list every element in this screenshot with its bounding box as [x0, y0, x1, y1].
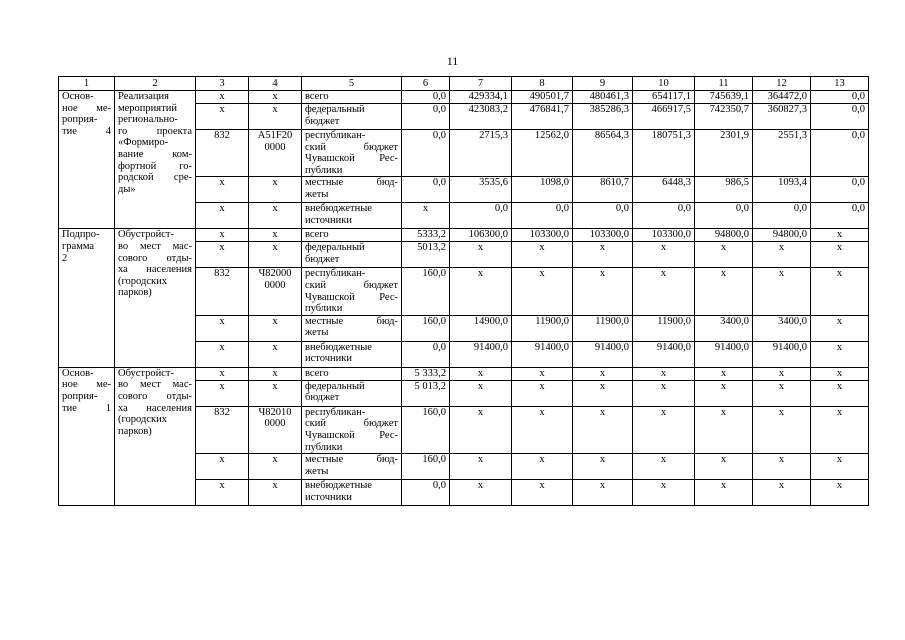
- value-cell-col6: 160,0: [402, 454, 450, 480]
- value-cell-col8: х: [512, 242, 573, 268]
- value-cell-col11: 745639,1: [695, 91, 753, 104]
- target-article-code-cell: х: [249, 380, 302, 406]
- value-cell-col10: 11900,0: [633, 315, 695, 341]
- value-cell-col12: 360827,3: [753, 104, 811, 130]
- value-cell-col7: 0,0: [450, 203, 512, 229]
- funding-source-cell: федеральный бюджет: [302, 242, 402, 268]
- grbs-code-cell: 832: [196, 130, 249, 177]
- grbs-code-cell: х: [196, 177, 249, 203]
- value-cell-col9: х: [573, 454, 633, 480]
- value-cell-col12: х: [753, 380, 811, 406]
- value-cell-col9: х: [573, 380, 633, 406]
- value-cell-col6: 0,0: [402, 177, 450, 203]
- value-cell-col7: 91400,0: [450, 341, 512, 367]
- value-cell-col12: х: [753, 454, 811, 480]
- value-cell-col12: 94800,0: [753, 229, 811, 242]
- value-cell-col6: 0,0: [402, 480, 450, 506]
- value-cell-col11: 742350,7: [695, 104, 753, 130]
- value-cell-col6: 5013,2: [402, 242, 450, 268]
- funding-source-cell: внебюджетные источники: [302, 203, 402, 229]
- value-cell-col8: 1098,0: [512, 177, 573, 203]
- column-header-9: 9: [573, 77, 633, 91]
- target-article-code-cell: х: [249, 91, 302, 104]
- value-cell-col7: 106300,0: [450, 229, 512, 242]
- funding-source-cell: внебюджетные источники: [302, 341, 402, 367]
- target-article-code-cell: х: [249, 229, 302, 242]
- value-cell-col10: 91400,0: [633, 341, 695, 367]
- value-cell-col12: х: [753, 406, 811, 453]
- value-cell-col12: х: [753, 268, 811, 315]
- value-cell-col7: х: [450, 380, 512, 406]
- value-cell-col12: 0,0: [753, 203, 811, 229]
- value-cell-col9: 11900,0: [573, 315, 633, 341]
- activity-description-cell: Обустройст- во мест мас- сового отды- ха населения (городских парков): [115, 367, 196, 505]
- target-article-code-cell: х: [249, 315, 302, 341]
- value-cell-col6: х: [402, 203, 450, 229]
- value-cell-col6: 160,0: [402, 315, 450, 341]
- grbs-code-cell: х: [196, 315, 249, 341]
- target-article-code-cell: х: [249, 104, 302, 130]
- value-cell-col7: х: [450, 367, 512, 380]
- column-header-4: 4: [249, 77, 302, 91]
- value-cell-col11: 986,5: [695, 177, 753, 203]
- grbs-code-cell: х: [196, 480, 249, 506]
- value-cell-col6: 0,0: [402, 130, 450, 177]
- budget-table: [58, 76, 869, 506]
- value-cell-col9: 8610,7: [573, 177, 633, 203]
- target-article-code-cell: Ч82000 0000: [249, 268, 302, 315]
- value-cell-col11: 91400,0: [695, 341, 753, 367]
- target-article-code-cell: х: [249, 454, 302, 480]
- value-cell-col9: х: [573, 268, 633, 315]
- grbs-code-cell: х: [196, 104, 249, 130]
- grbs-code-cell: х: [196, 367, 249, 380]
- value-cell-col11: х: [695, 268, 753, 315]
- value-cell-col11: 94800,0: [695, 229, 753, 242]
- value-cell-col13: 0,0: [811, 104, 869, 130]
- value-cell-col10: х: [633, 406, 695, 453]
- value-cell-col9: х: [573, 480, 633, 506]
- value-cell-col13: х: [811, 367, 869, 380]
- value-cell-col9: 480461,3: [573, 91, 633, 104]
- value-cell-col13: 0,0: [811, 130, 869, 177]
- target-article-code-cell: х: [249, 480, 302, 506]
- value-cell-col8: х: [512, 406, 573, 453]
- column-header-7: 7: [450, 77, 512, 91]
- value-cell-col8: 91400,0: [512, 341, 573, 367]
- value-cell-col13: х: [811, 268, 869, 315]
- value-cell-col8: 0,0: [512, 203, 573, 229]
- value-cell-col10: 180751,3: [633, 130, 695, 177]
- value-cell-col12: 2551,3: [753, 130, 811, 177]
- column-header-3: 3: [196, 77, 249, 91]
- grbs-code-cell: х: [196, 229, 249, 242]
- column-header-6: 6: [402, 77, 450, 91]
- value-cell-col9: х: [573, 367, 633, 380]
- funding-source-cell: республикан- ский бюджет Чувашской Рес- публики: [302, 268, 402, 315]
- value-cell-col12: х: [753, 242, 811, 268]
- value-cell-col7: х: [450, 454, 512, 480]
- value-cell-col8: х: [512, 480, 573, 506]
- value-cell-col8: х: [512, 454, 573, 480]
- funding-source-cell: местные бюд- жеты: [302, 177, 402, 203]
- value-cell-col6: 160,0: [402, 406, 450, 453]
- value-cell-col7: х: [450, 406, 512, 453]
- value-cell-col7: 423083,2: [450, 104, 512, 130]
- column-header-13: 13: [811, 77, 869, 91]
- value-cell-col8: 476841,7: [512, 104, 573, 130]
- value-cell-col11: х: [695, 454, 753, 480]
- funding-source-cell: всего: [302, 229, 402, 242]
- value-cell-col13: 0,0: [811, 177, 869, 203]
- grbs-code-cell: х: [196, 91, 249, 104]
- funding-source-cell: всего: [302, 91, 402, 104]
- value-cell-col9: 86564,3: [573, 130, 633, 177]
- value-cell-col13: х: [811, 406, 869, 453]
- value-cell-col6: 5 333,2: [402, 367, 450, 380]
- value-cell-col8: х: [512, 380, 573, 406]
- value-cell-col11: 2301,9: [695, 130, 753, 177]
- value-cell-col10: 466917,5: [633, 104, 695, 130]
- value-cell-col13: 0,0: [811, 203, 869, 229]
- value-cell-col10: х: [633, 367, 695, 380]
- grbs-code-cell: х: [196, 380, 249, 406]
- value-cell-col13: х: [811, 229, 869, 242]
- value-cell-col13: 0,0: [811, 91, 869, 104]
- value-cell-col11: 0,0: [695, 203, 753, 229]
- value-cell-col7: х: [450, 242, 512, 268]
- header-row: [59, 77, 869, 91]
- table-row: [59, 91, 869, 104]
- value-cell-col6: 0,0: [402, 104, 450, 130]
- value-cell-col9: 0,0: [573, 203, 633, 229]
- value-cell-col11: х: [695, 406, 753, 453]
- value-cell-col8: 11900,0: [512, 315, 573, 341]
- table-row: [59, 367, 869, 380]
- value-cell-col6: 5333,2: [402, 229, 450, 242]
- value-cell-col10: х: [633, 480, 695, 506]
- target-article-code-cell: х: [249, 203, 302, 229]
- value-cell-col13: х: [811, 315, 869, 341]
- value-cell-col12: х: [753, 367, 811, 380]
- value-cell-col13: х: [811, 380, 869, 406]
- column-header-12: 12: [753, 77, 811, 91]
- value-cell-col9: х: [573, 242, 633, 268]
- value-cell-col11: 3400,0: [695, 315, 753, 341]
- value-cell-col7: х: [450, 268, 512, 315]
- activity-description-cell: Реализация мероприятий регионально- го проекта «Формиро- вание ком- фортной го- родской сре- ды»: [115, 91, 196, 229]
- value-cell-col12: 364472,0: [753, 91, 811, 104]
- value-cell-col9: 91400,0: [573, 341, 633, 367]
- value-cell-col6: 0,0: [402, 91, 450, 104]
- value-cell-col7: х: [450, 480, 512, 506]
- value-cell-col6: 5 013,2: [402, 380, 450, 406]
- value-cell-col10: 6448,3: [633, 177, 695, 203]
- value-cell-col10: 654117,1: [633, 91, 695, 104]
- value-cell-col8: 12562,0: [512, 130, 573, 177]
- value-cell-col9: 103300,0: [573, 229, 633, 242]
- value-cell-col11: х: [695, 242, 753, 268]
- value-cell-col10: х: [633, 268, 695, 315]
- value-cell-col9: х: [573, 406, 633, 453]
- value-cell-col8: х: [512, 367, 573, 380]
- value-cell-col13: х: [811, 341, 869, 367]
- value-cell-col12: 3400,0: [753, 315, 811, 341]
- grbs-code-cell: х: [196, 341, 249, 367]
- grbs-code-cell: х: [196, 242, 249, 268]
- funding-source-cell: федеральный бюджет: [302, 104, 402, 130]
- value-cell-col13: х: [811, 454, 869, 480]
- value-cell-col13: х: [811, 480, 869, 506]
- target-article-code-cell: х: [249, 242, 302, 268]
- value-cell-col12: 91400,0: [753, 341, 811, 367]
- value-cell-col7: 14900,0: [450, 315, 512, 341]
- value-cell-col10: х: [633, 242, 695, 268]
- value-cell-col6: 160,0: [402, 268, 450, 315]
- value-cell-col13: х: [811, 242, 869, 268]
- value-cell-col11: х: [695, 480, 753, 506]
- target-article-code-cell: Ч82010 0000: [249, 406, 302, 453]
- funding-source-cell: всего: [302, 367, 402, 380]
- value-cell-col10: 103300,0: [633, 229, 695, 242]
- activity-name-cell: Основ- ное ме- роприя- тие 4: [59, 91, 115, 229]
- value-cell-col12: х: [753, 480, 811, 506]
- funding-source-cell: республикан- ский бюджет Чувашской Рес- публики: [302, 130, 402, 177]
- value-cell-col9: 385286,3: [573, 104, 633, 130]
- page-number: 11: [446, 54, 459, 68]
- funding-source-cell: местные бюд- жеты: [302, 454, 402, 480]
- value-cell-col7: 2715,3: [450, 130, 512, 177]
- value-cell-col7: 429334,1: [450, 91, 512, 104]
- column-header-8: 8: [512, 77, 573, 91]
- funding-source-cell: федеральный бюджет: [302, 380, 402, 406]
- column-header-11: 11: [695, 77, 753, 91]
- grbs-code-cell: х: [196, 454, 249, 480]
- funding-source-cell: республикан- ский бюджет Чувашской Рес- публики: [302, 406, 402, 453]
- funding-source-cell: местные бюд- жеты: [302, 315, 402, 341]
- target-article-code-cell: х: [249, 367, 302, 380]
- column-header-5: 5: [302, 77, 402, 91]
- grbs-code-cell: 832: [196, 268, 249, 315]
- column-header-1: 1: [59, 77, 115, 91]
- value-cell-col11: х: [695, 367, 753, 380]
- column-header-2: 2: [115, 77, 196, 91]
- target-article-code-cell: А51F20 0000: [249, 130, 302, 177]
- target-article-code-cell: х: [249, 341, 302, 367]
- value-cell-col10: 0,0: [633, 203, 695, 229]
- value-cell-col12: 1093,4: [753, 177, 811, 203]
- value-cell-col11: х: [695, 380, 753, 406]
- value-cell-col8: 103300,0: [512, 229, 573, 242]
- activity-name-cell: Подпро- грамма 2: [59, 229, 115, 367]
- activity-description-cell: Обустройст- во мест мас- сового отды- ха населения (городских парков): [115, 229, 196, 367]
- value-cell-col10: х: [633, 380, 695, 406]
- value-cell-col7: 3535,6: [450, 177, 512, 203]
- grbs-code-cell: 832: [196, 406, 249, 453]
- value-cell-col8: 490501,7: [512, 91, 573, 104]
- value-cell-col8: х: [512, 268, 573, 315]
- table-row: [59, 229, 869, 242]
- column-header-10: 10: [633, 77, 695, 91]
- target-article-code-cell: х: [249, 177, 302, 203]
- value-cell-col6: 0,0: [402, 341, 450, 367]
- grbs-code-cell: х: [196, 203, 249, 229]
- activity-name-cell: Основ- ное ме- роприя- тие 1: [59, 367, 115, 505]
- value-cell-col10: х: [633, 454, 695, 480]
- funding-source-cell: внебюджетные источники: [302, 480, 402, 506]
